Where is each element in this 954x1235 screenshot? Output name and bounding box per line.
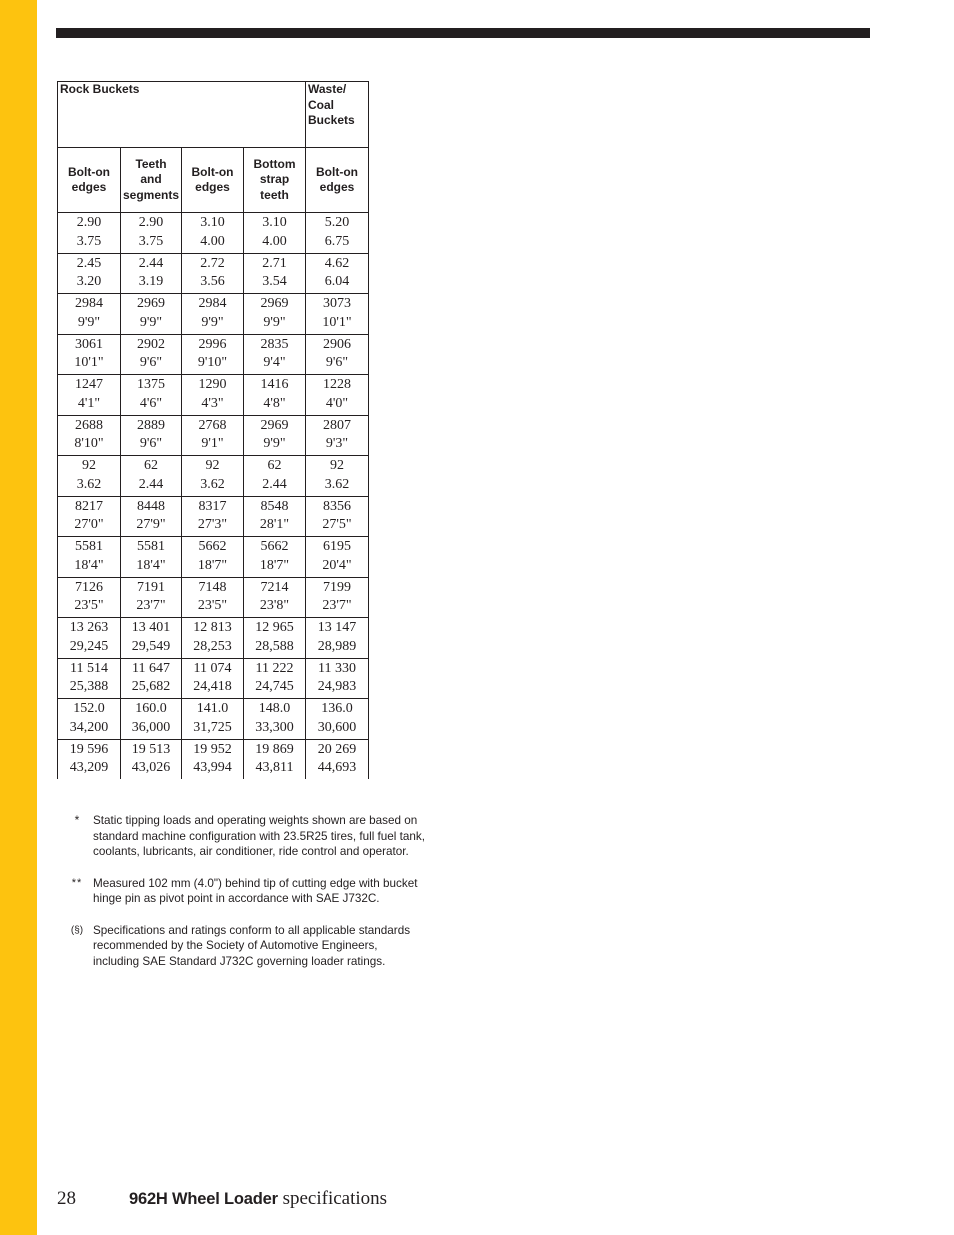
value-metric: 2835	[260, 336, 289, 352]
value-imperial: 23'7"	[136, 598, 166, 614]
value-imperial: 3.56	[200, 274, 225, 290]
value-imperial: 3.19	[138, 274, 164, 290]
value-metric: 2.44	[138, 255, 164, 271]
footnotes	[66, 813, 476, 985]
table-cell	[182, 496, 244, 537]
table-cell	[244, 375, 306, 416]
table-cell	[244, 294, 306, 335]
value-metric: 5662	[198, 539, 227, 555]
table-cell	[58, 334, 121, 375]
value-imperial: 18'7"	[259, 557, 290, 573]
value-imperial: 3.75	[76, 233, 102, 249]
table-cell	[121, 253, 182, 294]
value-metric: 92	[330, 458, 344, 474]
table-row	[58, 537, 369, 578]
value-imperial: 9'10"	[197, 355, 228, 371]
value-imperial: 3.75	[138, 233, 164, 249]
value-imperial: 30,600	[317, 719, 357, 735]
table-cell	[306, 699, 369, 740]
table-cell	[121, 618, 182, 659]
table-cell	[58, 294, 121, 335]
footnote-mark: *	[74, 813, 80, 827]
value-imperial: 3.20	[76, 274, 102, 290]
footnote-text: Specifications and ratings conform to all applicable standards recommended by the Society of Automotive Engineers, including SAE Standard J732C governing loader ratings.	[93, 923, 411, 968]
table-cell	[121, 699, 182, 740]
column-header-bolt-on-edges-rock-2: Bolt-on edges	[182, 148, 244, 213]
value-imperial: 18'4"	[74, 557, 104, 573]
footnote-measured	[66, 876, 476, 907]
table-cell	[244, 577, 306, 618]
value-imperial: 23'7"	[322, 598, 352, 614]
table-row	[58, 456, 369, 497]
table-cell	[306, 375, 369, 416]
page-number: 28	[57, 1188, 76, 1209]
table-cell	[244, 334, 306, 375]
table-row	[58, 253, 369, 294]
value-imperial: 9'9"	[139, 314, 163, 330]
value-metric: 20 269	[317, 741, 357, 757]
column-header-bolt-on-edges-waste: Bolt-on edges	[306, 148, 369, 213]
table-row	[58, 699, 369, 740]
value-imperial: 9'9"	[263, 314, 286, 330]
table-cell	[58, 213, 121, 254]
table-cell	[306, 253, 369, 294]
value-imperial: 10'1"	[322, 314, 352, 330]
value-imperial: 9'6"	[139, 355, 163, 371]
value-metric: 8448	[137, 498, 165, 514]
value-metric: 2.90	[138, 215, 164, 231]
value-imperial: 4'6"	[139, 395, 163, 411]
table-cell	[182, 253, 244, 294]
value-imperial: 43,026	[131, 760, 171, 776]
value-metric: 2807	[323, 417, 351, 433]
value-imperial: 4'3"	[201, 395, 224, 411]
value-metric: 5.20	[324, 215, 350, 231]
value-imperial: 24,983	[317, 679, 357, 695]
value-metric: 62	[144, 458, 158, 474]
value-metric: 5581	[137, 539, 165, 555]
value-metric: 7148	[198, 579, 227, 595]
value-imperial: 43,811	[255, 760, 294, 776]
table-cell	[244, 658, 306, 699]
value-metric: 1247	[75, 377, 103, 393]
value-imperial: 8'10"	[74, 436, 104, 452]
table-cell	[121, 537, 182, 578]
table-cell	[58, 699, 121, 740]
value-metric: 2996	[198, 336, 227, 352]
table-cell	[306, 213, 369, 254]
bucket-spec-table	[57, 81, 369, 779]
table-row	[58, 496, 369, 537]
table-cell	[306, 618, 369, 659]
table-cell	[182, 213, 244, 254]
value-metric: 148.0	[258, 701, 291, 717]
table-row	[58, 375, 369, 416]
value-metric: 8356	[323, 498, 351, 514]
value-imperial: 9'9"	[77, 314, 101, 330]
footnote-static-tipping	[66, 813, 476, 860]
value-metric: 2902	[137, 336, 165, 352]
value-imperial: 29,245	[69, 638, 109, 654]
footer-title-suffix: specifications	[277, 1188, 388, 1209]
table-cell	[182, 618, 244, 659]
value-imperial: 9'1"	[201, 436, 224, 452]
table-cell	[244, 253, 306, 294]
group-header-row	[58, 82, 369, 148]
value-metric: 141.0	[196, 701, 229, 717]
value-metric: 12 965	[255, 620, 294, 636]
table-cell	[306, 537, 369, 578]
value-imperial: 43,994	[193, 760, 232, 776]
value-metric: 19 952	[193, 741, 232, 757]
value-metric: 12 813	[193, 620, 232, 636]
value-metric: 7191	[137, 579, 165, 595]
value-imperial: 28,989	[317, 638, 357, 654]
table-cell	[121, 658, 182, 699]
value-metric: 8317	[198, 498, 227, 514]
value-imperial: 25,682	[131, 679, 171, 695]
value-metric: 7199	[323, 579, 351, 595]
table-row	[58, 213, 369, 254]
value-imperial: 9'6"	[139, 436, 163, 452]
table-cell	[58, 577, 121, 618]
table-cell	[58, 739, 121, 779]
value-metric: 1228	[323, 377, 351, 393]
footer-title	[129, 1187, 387, 1212]
value-metric: 136.0	[321, 701, 353, 717]
table-cell	[182, 456, 244, 497]
table-cell	[182, 699, 244, 740]
table-cell	[121, 334, 182, 375]
table-cell	[306, 334, 369, 375]
table-cell	[182, 294, 244, 335]
value-metric: 2.72	[200, 255, 225, 271]
value-metric: 1375	[137, 377, 165, 393]
table-row	[58, 658, 369, 699]
value-imperial: 25,388	[69, 679, 109, 695]
value-imperial: 9'6"	[325, 355, 349, 371]
value-metric: 3.10	[262, 215, 287, 231]
value-imperial: 4'1"	[77, 395, 101, 411]
table-cell	[182, 739, 244, 779]
value-metric: 2.90	[76, 215, 102, 231]
value-imperial: 20'4"	[322, 557, 352, 573]
value-metric: 1416	[260, 377, 289, 393]
value-imperial: 31,725	[193, 719, 232, 735]
table-cell	[121, 496, 182, 537]
table-cell	[182, 375, 244, 416]
value-metric: 5581	[75, 539, 103, 555]
table-cell	[121, 739, 182, 779]
value-imperial: 9'3"	[325, 436, 349, 452]
table-cell	[244, 739, 306, 779]
value-metric: 11 222	[255, 660, 294, 676]
value-imperial: 2.44	[138, 476, 164, 492]
value-metric: 92	[82, 458, 96, 474]
value-metric: 152.0	[73, 701, 105, 717]
value-imperial: 27'3"	[197, 517, 228, 533]
value-imperial: 28,588	[255, 638, 294, 654]
value-imperial: 18'4"	[136, 557, 166, 573]
value-metric: 3061	[75, 336, 103, 352]
table-cell	[182, 334, 244, 375]
value-metric: 2969	[260, 417, 289, 433]
value-imperial: 4.00	[262, 233, 287, 249]
table-cell	[121, 213, 182, 254]
value-metric: 2768	[198, 417, 227, 433]
value-metric: 11 330	[318, 660, 356, 676]
table-cell	[182, 537, 244, 578]
spec-table-body	[58, 213, 369, 780]
table-cell	[306, 294, 369, 335]
value-metric: 2969	[137, 296, 165, 312]
value-imperial: 3.62	[324, 476, 350, 492]
top-rule	[56, 28, 870, 38]
value-metric: 3.10	[200, 215, 225, 231]
value-imperial: 34,200	[69, 719, 109, 735]
table-cell	[306, 658, 369, 699]
table-cell	[58, 456, 121, 497]
table-cell	[58, 375, 121, 416]
table-cell	[58, 618, 121, 659]
value-imperial: 4'8"	[263, 395, 286, 411]
value-metric: 5662	[260, 539, 289, 555]
value-imperial: 23'5"	[74, 598, 104, 614]
table-cell	[58, 253, 121, 294]
column-header-row	[58, 148, 369, 213]
table-cell	[121, 415, 182, 456]
value-metric: 11 074	[193, 660, 232, 676]
value-imperial: 29,549	[131, 638, 171, 654]
value-metric: 7214	[260, 579, 289, 595]
footnote-text: Static tipping loads and operating weights shown are based on standard machine configuration with 23.5R25 tires, full fuel tank, coolants, lubricants, air conditioner, ride control and operator.	[93, 814, 425, 859]
value-imperial: 24,745	[255, 679, 294, 695]
value-metric: 160.0	[135, 701, 167, 717]
value-imperial: 27'0"	[74, 517, 104, 533]
value-metric: 4.62	[324, 255, 350, 271]
value-metric: 11 514	[70, 660, 108, 676]
value-metric: 19 596	[69, 741, 109, 757]
table-cell	[244, 415, 306, 456]
value-imperial: 3.62	[76, 476, 102, 492]
value-imperial: 27'9"	[136, 517, 166, 533]
table-row	[58, 577, 369, 618]
value-imperial: 6.75	[324, 233, 350, 249]
table-cell	[58, 537, 121, 578]
column-header-bottom-strap-teeth: Bottom strap teeth	[244, 148, 306, 213]
value-metric: 2984	[198, 296, 227, 312]
footnote-mark: (§)	[70, 924, 84, 936]
value-metric: 11 647	[132, 660, 170, 676]
table-cell	[306, 415, 369, 456]
value-imperial: 4'0"	[325, 395, 349, 411]
value-metric: 13 147	[317, 620, 357, 636]
value-metric: 62	[267, 458, 282, 474]
footnote-text: Measured 102 mm (4.0") behind tip of cutting edge with bucket hinge pin as pivot point in accordance with SAE J732C.	[93, 876, 418, 906]
footnote-mark: **	[71, 876, 83, 889]
rock-buckets-header: Rock Buckets	[58, 82, 306, 148]
value-metric: 2.45	[76, 255, 102, 271]
value-imperial: 44,693	[317, 760, 357, 776]
value-metric: 7126	[75, 579, 103, 595]
table-cell	[306, 456, 369, 497]
value-imperial: 33,300	[255, 719, 294, 735]
value-imperial: 28,253	[193, 638, 232, 654]
table-cell	[244, 618, 306, 659]
value-metric: 19 513	[131, 741, 171, 757]
value-metric: 3073	[323, 296, 351, 312]
table-cell	[121, 577, 182, 618]
value-metric: 8548	[260, 498, 289, 514]
value-imperial: 43,209	[69, 760, 109, 776]
column-header-bolt-on-edges-rock: Bolt-on edges	[58, 148, 121, 213]
value-imperial: 18'7"	[197, 557, 228, 573]
value-metric: 13 401	[131, 620, 171, 636]
table-cell	[58, 658, 121, 699]
value-metric: 2889	[137, 417, 165, 433]
table-cell	[244, 537, 306, 578]
value-metric: 6195	[323, 539, 351, 555]
table-cell	[182, 658, 244, 699]
table-cell	[306, 739, 369, 779]
value-metric: 2688	[75, 417, 103, 433]
value-metric: 2906	[323, 336, 351, 352]
table-cell	[244, 456, 306, 497]
value-metric: 92	[205, 458, 220, 474]
table-cell	[58, 415, 121, 456]
value-imperial: 9'9"	[201, 314, 224, 330]
table-cell	[58, 496, 121, 537]
value-metric: 2984	[75, 296, 103, 312]
table-cell	[244, 496, 306, 537]
value-metric: 2969	[260, 296, 289, 312]
value-metric: 1290	[198, 377, 227, 393]
table-cell	[121, 375, 182, 416]
value-imperial: 28'1"	[259, 517, 290, 533]
value-metric: 8217	[75, 498, 103, 514]
table-cell	[121, 456, 182, 497]
value-imperial: 10'1"	[74, 355, 104, 371]
value-imperial: 3.62	[200, 476, 225, 492]
table-cell	[306, 577, 369, 618]
value-metric: 19 869	[255, 741, 294, 757]
table-row	[58, 294, 369, 335]
table-row	[58, 334, 369, 375]
value-imperial: 9'4"	[263, 355, 286, 371]
column-header-teeth-and-segments: Teeth and segments	[121, 148, 182, 213]
footnote-sae	[66, 923, 476, 970]
value-imperial: 6.04	[324, 274, 350, 290]
table-cell	[244, 699, 306, 740]
value-imperial: 24,418	[193, 679, 232, 695]
value-imperial: 2.44	[262, 476, 287, 492]
value-imperial: 4.00	[200, 233, 225, 249]
value-imperial: 23'5"	[197, 598, 228, 614]
value-metric: 13 263	[69, 620, 109, 636]
table-row	[58, 618, 369, 659]
value-imperial: 9'9"	[263, 436, 286, 452]
value-imperial: 23'8"	[259, 598, 290, 614]
table-row	[58, 415, 369, 456]
table-cell	[244, 213, 306, 254]
table-cell	[121, 294, 182, 335]
footer-title-product: 962H Wheel Loader	[129, 1190, 278, 1208]
table-cell	[306, 496, 369, 537]
yellow-side-band	[0, 0, 37, 1235]
table-row	[58, 739, 369, 779]
value-imperial: 3.54	[262, 274, 287, 290]
table-cell	[182, 577, 244, 618]
table-cell	[182, 415, 244, 456]
value-imperial: 36,000	[131, 719, 171, 735]
waste-coal-buckets-header: Waste/ Coal Buckets	[306, 82, 369, 148]
value-imperial: 27'5"	[322, 517, 352, 533]
value-metric: 2.71	[262, 255, 287, 271]
